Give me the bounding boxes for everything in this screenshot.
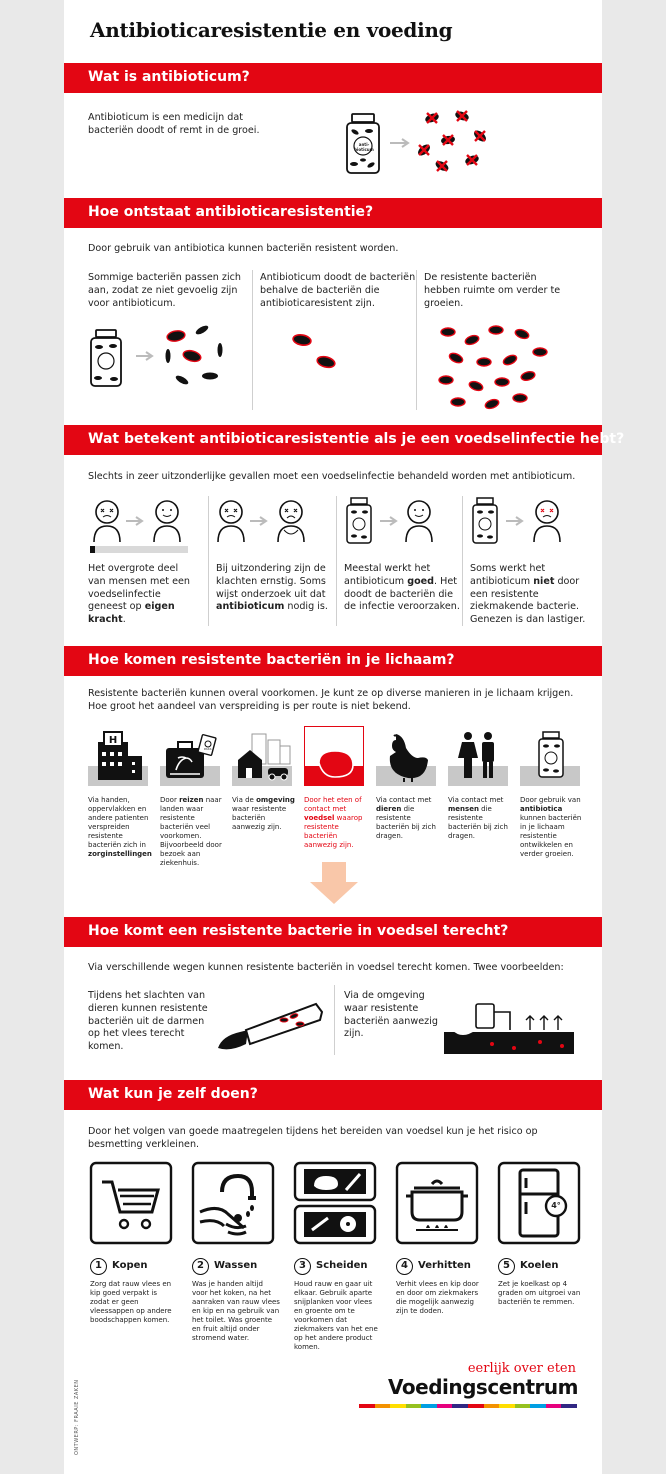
arrow-icon <box>506 516 526 526</box>
color-strip-segment <box>359 1404 375 1408</box>
knife-icon <box>216 1000 326 1058</box>
step-label: Scheiden <box>316 1260 368 1271</box>
fridge-temperature: 4° <box>551 1201 561 1210</box>
section-heading: Wat betekent antibioticaresistentie als je een voedselinfectie hebt? <box>88 431 625 447</box>
color-strip-segment <box>406 1404 422 1408</box>
color-strip-segment <box>484 1404 500 1408</box>
color-strip-segment <box>452 1404 468 1408</box>
dead-bacteria-icon <box>412 108 502 178</box>
s6-intro: Door het volgen van goede maatregelen tijdens het bereiden van voedsel kun je het risico op besmetting verkleinen. <box>88 1126 538 1150</box>
route-text-antibiotics: Door gebruik van antibiotica kunnen bacteriën in je lichaam resistentie ontwikkelen en verder groeien. <box>520 796 582 858</box>
step-label: Verhitten <box>418 1260 471 1271</box>
farm-environment-icon <box>444 998 574 1056</box>
step-text: Houd rauw en gaar uit elkaar. Gebruik aparte snijplanken voor vlees en groente om te voorkomen dat ziekmakers van het ene op het andere product komen. <box>294 1280 378 1351</box>
step-number: 4 <box>396 1258 413 1275</box>
section-bar-actions <box>64 1080 602 1110</box>
section-bar-infection <box>64 425 625 455</box>
step-number: 3 <box>294 1258 311 1275</box>
s3-intro: Slechts in zeer uitzonderlijke gevallen moet een voedselinfectie behandeld worden met antibioticum. <box>88 471 576 482</box>
section-heading: Hoe ontstaat antibioticaresistentie? <box>88 204 374 220</box>
passport-label: PASS <box>204 747 212 751</box>
color-strip-segment <box>375 1404 391 1408</box>
recovery-progress-bar <box>90 546 188 553</box>
step-label: Koelen <box>520 1260 559 1271</box>
design-credit: ONTWERP: FRAAIE ZAKEN <box>74 1379 80 1455</box>
divider <box>416 270 417 410</box>
route-text-environment: Via de omgeving waar resistente bacteriën aanwezig zijn. <box>232 796 295 831</box>
suitcase-icon <box>164 730 218 782</box>
arrow-icon <box>390 138 412 148</box>
very-sick-face-icon <box>276 500 306 542</box>
resistant-bacteria-icon <box>286 330 346 380</box>
color-strip-segment <box>468 1404 484 1408</box>
brand-tagline: eerlijk over eten <box>467 1361 576 1376</box>
step-number: 1 <box>90 1258 107 1275</box>
brand-logo: Voedingscentrum <box>388 1375 578 1399</box>
sick-face-icon <box>216 500 246 542</box>
divider <box>462 496 463 626</box>
section-heading: Hoe komt een resistente bacterie in voedsel terecht? <box>88 923 509 939</box>
section-heading: Hoe komen resistente bacteriën in je lichaam? <box>88 652 455 668</box>
s3-col-1: Het overgrote deel van mensen met een voedselinfectie geneest op eigen kracht. <box>88 563 190 626</box>
section-bar-food <box>64 917 602 947</box>
route-text-travel: Door reizen naar landen waar resistente bacteriën veel voorkomen. Bijvoorbeeld door bezoek aan ziekenhuis. <box>160 796 222 867</box>
environment-icon <box>234 730 292 782</box>
divider <box>208 496 209 626</box>
section-heading: Wat kun je zelf doen? <box>88 1086 258 1102</box>
color-strip-segment <box>421 1404 437 1408</box>
arrow-icon <box>250 516 270 526</box>
antibiotic-bottle-icon <box>344 498 374 544</box>
tile-animals <box>376 726 436 786</box>
divider <box>334 985 335 1055</box>
tile-environment <box>232 726 292 786</box>
s3-col-2: Bij uitzondering zijn de klachten ernstig. Soms wijst onderzoek uit dat antibioticum nodig is. <box>216 563 328 613</box>
grown-bacteria-icon <box>436 320 556 410</box>
color-strip-segment <box>530 1404 546 1408</box>
svg-text:H: H <box>108 735 118 746</box>
healthy-face-icon <box>152 500 182 542</box>
antibiotic-bottle-icon <box>470 498 500 544</box>
chicken-leg-icon <box>313 747 359 781</box>
step-label: Kopen <box>112 1260 148 1271</box>
s5-left-text: Tijdens het slachten van dieren kunnen resistente bacteriën uit de darmen op het vlees terecht komen. <box>88 990 208 1053</box>
recovery-progress-fill <box>90 546 95 553</box>
sick-face-icon <box>92 500 122 542</box>
color-strip-segment <box>390 1404 406 1408</box>
arrow-icon <box>380 516 400 526</box>
step-text: Zorg dat rauw vlees en kip goed verpakt is zodat er geen vleessappen op andere boodschappen komen. <box>90 1280 172 1324</box>
s4-intro-1: Resistente bacteriën kunnen overal voorkomen. Je kunt ze op diverse manieren in je lichaam krijgen. <box>88 688 574 699</box>
s2-col-3: De resistente bacteriën hebben ruimte om verder te groeien. <box>424 272 561 309</box>
step-text: Zet je koelkast op 4 graden om uitgroei van bacteriën te remmen. <box>498 1280 581 1306</box>
s2-intro: Door gebruik van antibiotica kunnen bacteriën resistent worden. <box>88 243 399 254</box>
divider <box>336 496 337 626</box>
tile-travel <box>160 726 220 786</box>
color-strip-segment <box>515 1404 531 1408</box>
washing-hands-icon <box>192 1162 274 1244</box>
s5-intro: Via verschillende wegen kunnen resistente bacteriën in voedsel terecht komen. Twee voorbeelden: <box>88 962 564 973</box>
fridge-icon <box>498 1162 580 1244</box>
antibiotic-bottle-icon <box>536 732 566 778</box>
chicken-icon <box>384 734 430 782</box>
section-bar-body <box>64 646 602 676</box>
step-text: Was je handen altijd voor het koken, na het aanraken van rauw vlees en kip en na gebruik van het toilet. Was groente en fruit altijd onder stromend water. <box>192 1280 280 1342</box>
antibiotic-bottle-icon <box>88 330 128 388</box>
s2-col-1: Sommige bacteriën passen zich aan, zodat ze niet gevoelig zijn voor antibioticum. <box>88 272 241 309</box>
sick-face-red-icon <box>532 500 562 542</box>
cooking-pot-icon <box>396 1162 478 1244</box>
step-label: Wassen <box>214 1260 258 1271</box>
color-strip-segment <box>546 1404 562 1408</box>
section-bar-antibiotic <box>64 63 602 93</box>
down-arrow-icon <box>310 862 358 904</box>
arrow-icon <box>126 516 146 526</box>
bacteria-cluster-icon <box>160 322 240 392</box>
healthy-face-icon <box>404 500 434 542</box>
hospital-icon <box>94 730 144 782</box>
s1-text: Antibioticum is een medicijn dat bacteriën doodt of remt in de groei. <box>88 112 260 136</box>
arrow-icon <box>136 351 156 361</box>
route-text-care: Via handen, oppervlakken en andere patienten verspreiden resistente bacteriën zich in zorginstellingen <box>88 796 152 858</box>
divider <box>252 270 253 410</box>
step-text: Verhit vlees en kip door en door om ziekmakers die mogelijk aanwezig zijn te doden. <box>396 1280 479 1315</box>
section-heading: Wat is antibioticum? <box>88 69 250 85</box>
s4-intro-2: Hoe groot het aandeel van verspreiding is per route is niet bekend. <box>88 701 411 712</box>
infographic-poster <box>64 0 625 1474</box>
bottle-label: anti-bioticum <box>354 142 374 152</box>
tile-hospital <box>88 726 148 786</box>
route-text-people: Via contact met mensen die resistente bacteriën bij zich dragen. <box>448 796 508 840</box>
color-strip-segment <box>437 1404 453 1408</box>
page-title: Antibioticaresistentie en voeding <box>90 18 453 42</box>
route-text-animals: Via contact met dieren die resistente bacteriën bij zich dragen. <box>376 796 436 840</box>
s2-col-2: Antibioticum doodt de bacteriën behalve de bacteriën die antibioticaresistent zijn. <box>260 272 416 309</box>
section-bar-resistance <box>64 198 602 228</box>
step-number: 2 <box>192 1258 209 1275</box>
s5-right-text: Via de omgeving waar resistente bacteriën aanwezig zijn. <box>344 990 438 1040</box>
s3-col-3: Meestal werkt het antibioticum goed. Het doodt de bacteriën die de infectie veroorzaken. <box>344 563 460 613</box>
tile-food <box>304 726 364 786</box>
color-strip-segment <box>561 1404 577 1408</box>
people-icon <box>458 730 498 782</box>
separate-boards-icon <box>294 1162 376 1244</box>
color-strip-segment <box>499 1404 515 1408</box>
shopping-cart-icon <box>90 1162 172 1244</box>
brand-color-strip <box>359 1404 577 1408</box>
route-text-food: Door het eten of contact met voedsel waarop resistente bacteriën aanwezig zijn. <box>304 796 363 849</box>
tile-antibiotics <box>520 726 580 786</box>
step-number: 5 <box>498 1258 515 1275</box>
tile-people <box>448 726 508 786</box>
s3-col-4: Soms werkt het antibioticum niet door een resistente ziekmakende bacterie. Genezen is dan lastiger. <box>470 563 586 626</box>
